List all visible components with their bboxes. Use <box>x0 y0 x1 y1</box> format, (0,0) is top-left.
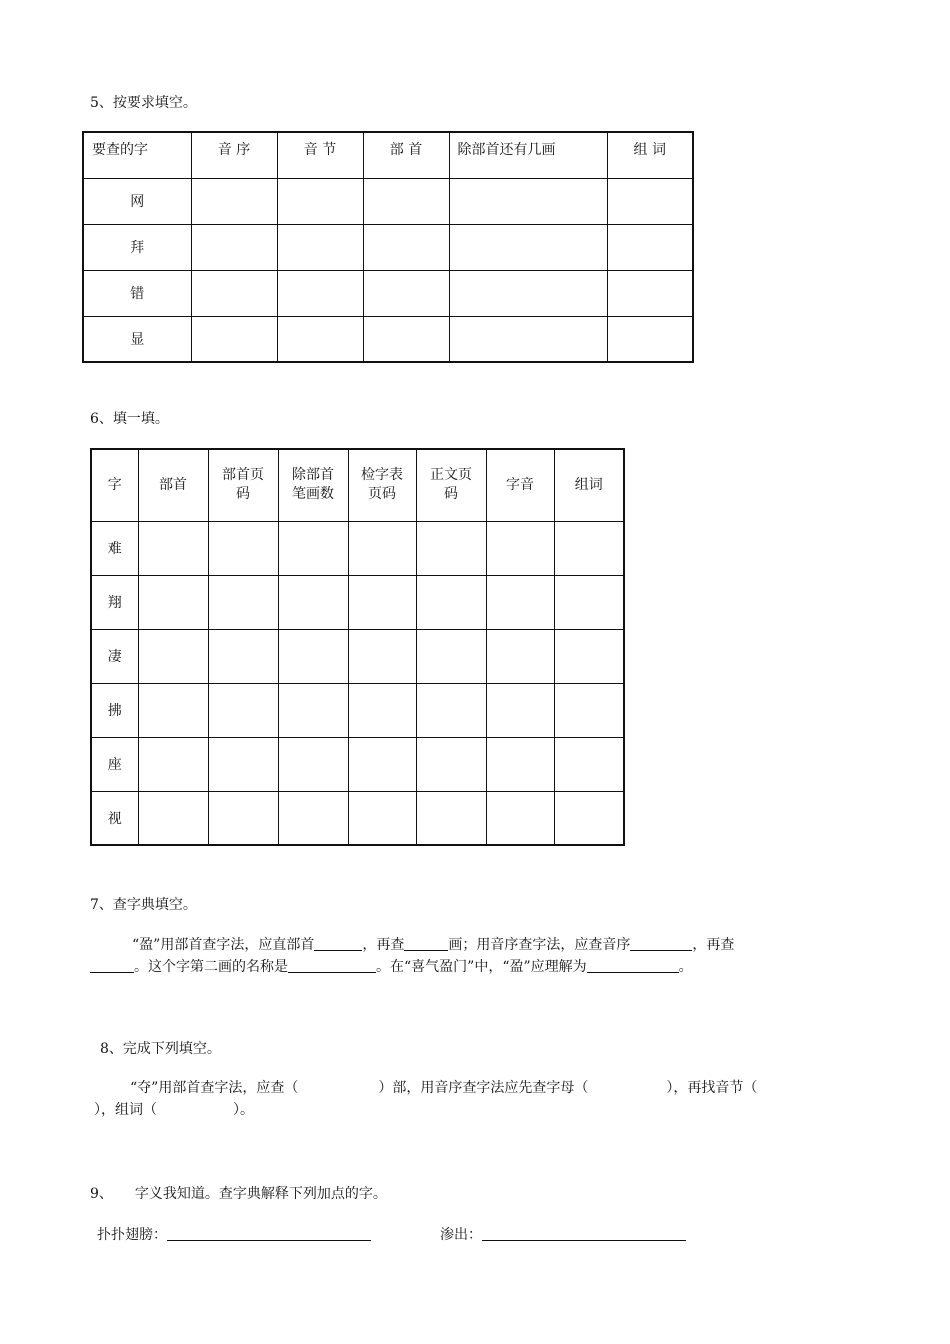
answer-cell[interactable] <box>277 316 363 362</box>
answer-cell[interactable] <box>277 224 363 270</box>
answer-cell[interactable] <box>348 683 416 737</box>
q7-line2: 。这个字第二画的名称是 。在“喜气盈门”中，“盈”应理解为 。 <box>90 956 693 978</box>
answer-cell[interactable] <box>363 178 449 224</box>
q5-char-cell: 拜 <box>83 224 191 270</box>
answer-cell[interactable] <box>278 683 348 737</box>
answer-cell[interactable] <box>486 737 554 791</box>
q7-blank-yinxu[interactable] <box>630 936 692 951</box>
answer-cell[interactable] <box>607 224 693 270</box>
answer-cell[interactable] <box>554 683 624 737</box>
answer-cell[interactable] <box>486 791 554 845</box>
q6-header-index-page: 检字表页码 <box>348 449 416 521</box>
answer-cell[interactable] <box>449 316 607 362</box>
q7-blank-strokes[interactable] <box>404 936 448 951</box>
table-row <box>91 521 624 575</box>
q5-title: 5、按要求填空。 <box>90 95 197 111</box>
q6-char-cell: 凄 <box>91 629 138 683</box>
answer-cell[interactable] <box>449 270 607 316</box>
answer-cell[interactable] <box>348 737 416 791</box>
answer-cell[interactable] <box>486 683 554 737</box>
answer-cell[interactable] <box>278 791 348 845</box>
answer-cell[interactable] <box>191 270 277 316</box>
table-row <box>83 316 693 362</box>
answer-cell[interactable] <box>416 575 486 629</box>
q5-char-cell: 网 <box>83 178 191 224</box>
q5-header-zuci: 组 词 <box>607 132 693 178</box>
answer-cell[interactable] <box>138 521 208 575</box>
q7-blank-bushou[interactable] <box>314 936 362 951</box>
answer-cell[interactable] <box>208 521 278 575</box>
table-row <box>91 683 624 737</box>
q7-line1: “盈”用部首查字法，应直部首 ，再查 画；用音序查字法，应查音序 ，再查 <box>132 937 735 953</box>
answer-cell[interactable] <box>486 521 554 575</box>
answer-cell[interactable] <box>277 178 363 224</box>
q6-char-cell: 视 <box>91 791 138 845</box>
table-row <box>83 270 693 316</box>
answer-cell[interactable] <box>554 629 624 683</box>
q5-header-strokes: 除部首还有几画 <box>449 132 607 178</box>
q7-blank-stroke-name[interactable] <box>288 958 376 973</box>
q5-header-yinxu: 音 序 <box>191 132 277 178</box>
q6-char-cell: 座 <box>91 737 138 791</box>
q5-table <box>82 131 694 363</box>
q5-header-bushou: 部 首 <box>363 132 449 178</box>
answer-cell[interactable] <box>554 791 624 845</box>
q6-table <box>90 448 625 846</box>
answer-cell[interactable] <box>416 521 486 575</box>
answer-cell[interactable] <box>208 629 278 683</box>
answer-cell[interactable] <box>416 629 486 683</box>
answer-cell[interactable] <box>348 521 416 575</box>
answer-cell[interactable] <box>416 737 486 791</box>
q6-header-bushou: 部首 <box>138 449 208 521</box>
answer-cell[interactable] <box>607 178 693 224</box>
answer-cell[interactable] <box>138 737 208 791</box>
answer-cell[interactable] <box>486 629 554 683</box>
q6-header-bushou-page: 部首页码 <box>208 449 278 521</box>
answer-cell[interactable] <box>486 575 554 629</box>
table-row <box>91 575 624 629</box>
answer-cell[interactable] <box>208 791 278 845</box>
answer-cell[interactable] <box>363 270 449 316</box>
table-row <box>83 178 693 224</box>
q9-title: 9、 字义我知道。查字典解释下列加点的字。 <box>90 1186 387 1202</box>
answer-cell[interactable] <box>554 737 624 791</box>
q9-item-2: 渗出： <box>440 1224 686 1244</box>
q5-char-cell: 错 <box>83 270 191 316</box>
answer-cell[interactable] <box>554 575 624 629</box>
answer-cell[interactable] <box>363 224 449 270</box>
answer-cell[interactable] <box>138 683 208 737</box>
answer-cell[interactable] <box>278 521 348 575</box>
answer-cell[interactable] <box>277 270 363 316</box>
answer-cell[interactable] <box>278 737 348 791</box>
q6-header-zuci: 组词 <box>554 449 624 521</box>
q6-char-cell: 难 <box>91 521 138 575</box>
answer-cell[interactable] <box>348 791 416 845</box>
q8-line1: “夺”用部首查字法，应查（ ）部，用音序查字法应先查字母（ ），再找音节（ <box>130 1080 758 1096</box>
answer-cell[interactable] <box>208 683 278 737</box>
answer-cell[interactable] <box>348 629 416 683</box>
answer-cell[interactable] <box>138 791 208 845</box>
answer-cell[interactable] <box>191 224 277 270</box>
answer-cell[interactable] <box>416 683 486 737</box>
q7-blank-meaning[interactable] <box>587 958 679 973</box>
q9-answer-line-1[interactable] <box>167 1226 371 1241</box>
table-row <box>83 224 693 270</box>
answer-cell[interactable] <box>449 178 607 224</box>
answer-cell[interactable] <box>191 316 277 362</box>
answer-cell[interactable] <box>138 629 208 683</box>
q7-title: 7、查字典填空。 <box>90 897 197 913</box>
q6-char-cell: 翔 <box>91 575 138 629</box>
answer-cell[interactable] <box>348 575 416 629</box>
answer-cell[interactable] <box>363 316 449 362</box>
q6-header-strokes: 除部首笔画数 <box>278 449 348 521</box>
q6-char-cell: 拂 <box>91 683 138 737</box>
answer-cell[interactable] <box>554 521 624 575</box>
q9-item-1: 扑扑翅膀： <box>97 1224 371 1244</box>
answer-cell[interactable] <box>607 270 693 316</box>
answer-cell[interactable] <box>208 575 278 629</box>
q6-header-text-page: 正文页码 <box>416 449 486 521</box>
table-row <box>91 737 624 791</box>
answer-cell[interactable] <box>416 791 486 845</box>
table-row <box>91 629 624 683</box>
q6-header-pronunciation: 字音 <box>486 449 554 521</box>
q8-title: 8、完成下列填空。 <box>100 1041 221 1057</box>
answer-cell[interactable] <box>278 629 348 683</box>
answer-cell[interactable] <box>208 737 278 791</box>
answer-cell[interactable] <box>138 575 208 629</box>
answer-cell[interactable] <box>607 316 693 362</box>
q5-header-char: 要查的字 <box>83 132 191 178</box>
q5-header-yinjie: 音 节 <box>277 132 363 178</box>
answer-cell[interactable] <box>278 575 348 629</box>
q9-answer-line-2[interactable] <box>482 1226 686 1241</box>
q6-title: 6、填一填。 <box>90 411 169 427</box>
answer-cell[interactable] <box>449 224 607 270</box>
q5-char-cell: 显 <box>83 316 191 362</box>
q8-line2: ），组词（ ）。 <box>94 1102 254 1118</box>
answer-cell[interactable] <box>191 178 277 224</box>
table-row <box>91 791 624 845</box>
q6-header-char: 字 <box>91 449 138 521</box>
q7-blank-yinjie[interactable] <box>90 958 134 973</box>
